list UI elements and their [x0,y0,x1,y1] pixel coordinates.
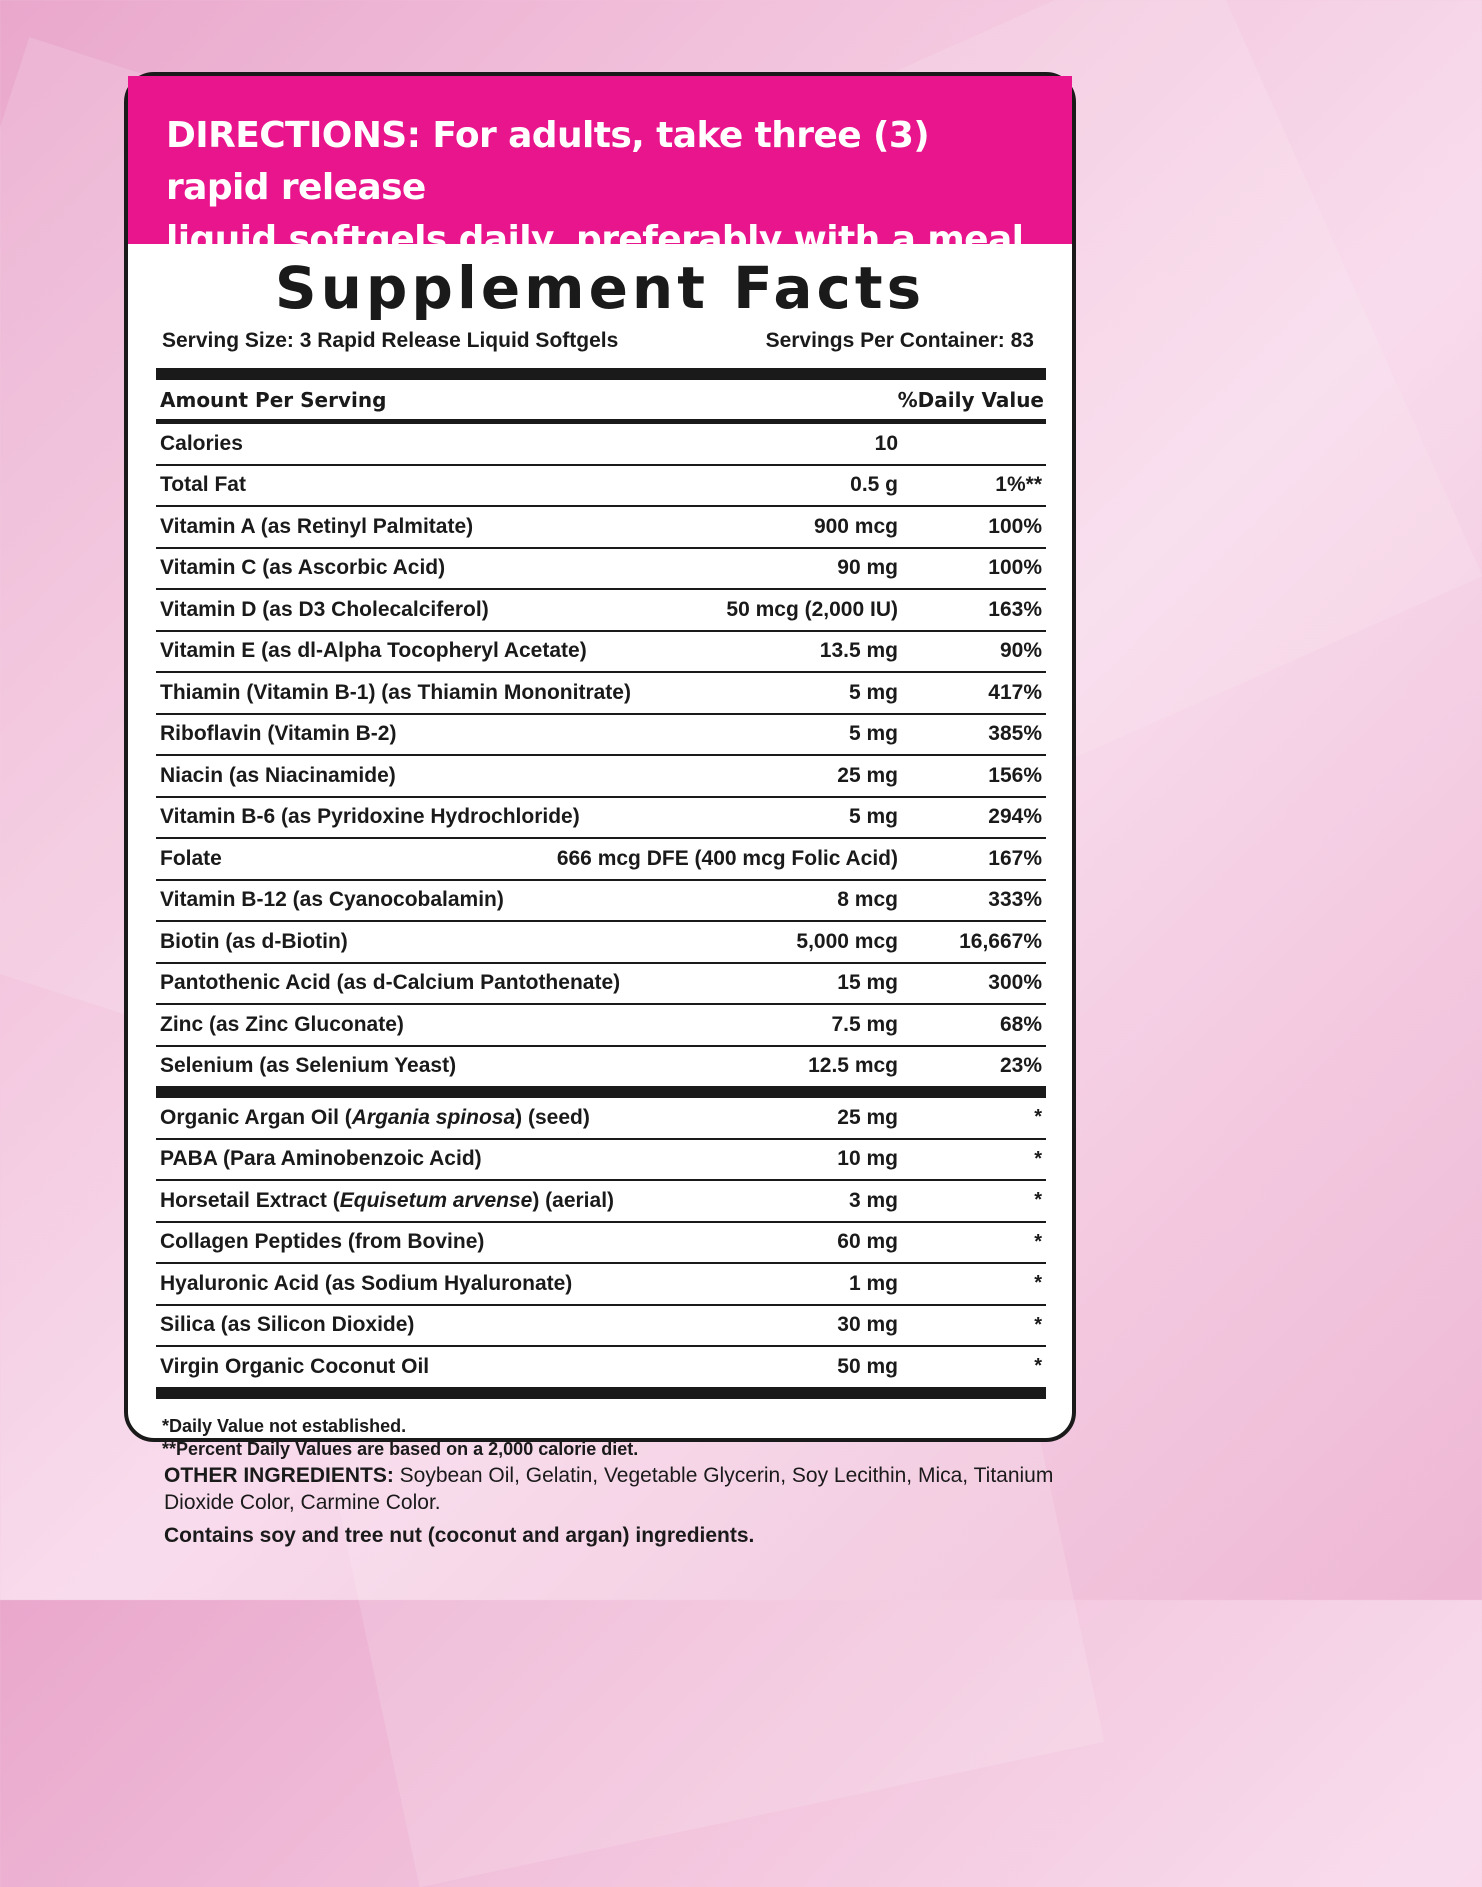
nutrient-name: Total Fat [160,473,246,497]
other-nutrient-name [160,1189,658,1213]
other-nutrient-daily-value: * [1034,1189,1042,1212]
nutrient-row [156,756,1046,798]
name-part: ) (aerial) [532,1188,615,1212]
other-nutrient-amount: 10 mg [837,1147,898,1171]
facts-table [156,368,1046,1399]
latin-name: Equisetum arvense [339,1188,533,1212]
other-nutrient-row [156,1181,1046,1223]
other-nutrient-daily-value: * [1034,1272,1042,1295]
other-nutrient-daily-value: * [1034,1230,1042,1253]
serving-size: Serving Size: 3 Rapid Release Liquid Softgels [162,329,619,352]
other-nutrient-row [156,1264,1046,1306]
nutrient-daily-value: 68% [999,1012,1042,1036]
nutrient-daily-value: 163% [988,597,1042,621]
nutrient-name: Thiamin (Vitamin B-1) (as Thiamin Mononitrate) [160,680,631,704]
name-part: Organic Argan Oil ( [160,1105,352,1129]
other-ingredients-text [164,1462,1064,1516]
other-nutrient-name [160,1313,658,1337]
nutrient-row [156,590,1046,632]
footnote: **Percent Daily Values are based on a 2,000 calorie diet. [162,1438,639,1459]
name-part: Virgin Organic Coconut Oil [160,1354,430,1378]
nutrient-daily-value: 100% [988,514,1042,538]
footnotes [128,1399,1072,1461]
nutrient-row [156,673,1046,715]
nutrient-row [156,1005,1046,1047]
other-ingredients-label: OTHER INGREDIENTS: [164,1464,394,1487]
nutrient-daily-value: 23% [999,1054,1042,1078]
divider-thick [156,1387,1046,1399]
supplement-facts-panel [124,72,1076,1459]
nutrient-row [156,466,1046,508]
nutrient-daily-value: 333% [988,888,1042,912]
nutrient-amount: 15 mg [837,971,898,995]
nutrient-daily-value: 294% [988,805,1042,829]
amount-header: Amount Per Serving [160,387,387,412]
other-nutrient-amount: 3 mg [848,1188,898,1212]
nutrient-amount: 5 mg [848,722,898,746]
other-nutrient-list [156,1098,1046,1387]
directions-line: liquid softgels daily, preferably with a meal. [166,219,1037,260]
nutrient-name: Zinc (as Zinc Gluconate) [160,1012,404,1036]
nutrient-name: Niacin (as Niacinamide) [160,763,396,787]
nutrient-amount: 10 [874,431,898,455]
other-nutrient-daily-value: * [1034,1313,1042,1336]
nutrient-daily-value: 100% [988,556,1042,580]
directions-banner [128,76,1072,260]
other-nutrient-amount: 50 mg [837,1354,898,1378]
other-nutrient-name [160,1147,658,1171]
nutrient-amount: 0.5 g [850,473,898,497]
other-nutrient-name [160,1355,658,1379]
nutrient-name: Vitamin B-12 (as Cyanocobalamin) [160,888,504,912]
name-part: Horsetail Extract ( [160,1188,340,1212]
nutrient-row [156,798,1046,840]
nutrient-daily-value: 167% [988,846,1042,870]
divider-thick [156,368,1046,380]
nutrient-amount: 25 mg [837,763,898,787]
other-nutrient-name [160,1272,658,1296]
nutrient-amount: 5 mg [848,680,898,704]
directions-line: DIRECTIONS: For adults, take three (3) rapid release [166,115,930,208]
other-nutrient-name [160,1230,658,1254]
table-header [156,380,1046,419]
nutrient-daily-value: 16,667% [959,929,1042,953]
nutrient-amount: 12.5 mcg [808,1054,898,1078]
nutrient-daily-value: 300% [988,971,1042,995]
nutrient-amount: 8 mcg [837,888,898,912]
nutrient-row [156,922,1046,964]
nutrient-name: Vitamin E (as dl-Alpha Tocopheryl Acetate) [160,639,587,663]
name-part: Hyaluronic Acid (as Sodium Hyaluronate) [160,1271,573,1295]
nutrient-name: Vitamin D (as D3 Cholecalciferol) [160,597,489,621]
other-nutrient-amount: 30 mg [837,1313,898,1337]
nutrient-name: Vitamin C (as Ascorbic Acid) [160,556,446,580]
footnote: *Daily Value not established. [162,1415,407,1436]
nutrient-row [156,549,1046,591]
other-nutrient-row [156,1347,1046,1387]
other-nutrient-name [160,1106,658,1130]
latin-name: Argania spinosa [351,1105,516,1129]
other-ingredients-list: Soybean Oil, Gelatin, Vegetable Glycerin, Soy Lecithin, Mica, Titanium Dioxide Color, Carmine Color. [164,1464,1054,1514]
nutrient-row [156,1047,1046,1087]
nutrient-daily-value: 156% [988,763,1042,787]
other-nutrient-row [156,1223,1046,1265]
nutrient-amount: 50 mcg (2,000 IU) [726,597,898,621]
nutrient-daily-value: 1%** [995,473,1042,497]
nutrient-row [156,839,1046,881]
nutrient-daily-value: 90% [999,639,1042,663]
nutrient-name: Folate [160,846,222,870]
other-nutrient-daily-value: * [1034,1106,1042,1129]
nutrient-row [156,964,1046,1006]
nutrient-name: Selenium (as Selenium Yeast) [160,1054,457,1078]
daily-value-header: %Daily Value [897,387,1044,412]
other-nutrient-amount: 25 mg [837,1105,898,1129]
nutrient-daily-value: 385% [988,722,1042,746]
nutrient-list [156,424,1046,1086]
nutrient-amount: 5,000 mcg [796,929,898,953]
facts-title: Supplement Facts [274,254,926,322]
other-nutrient-amount: 60 mg [837,1230,898,1254]
serving-info [128,324,1072,358]
name-part: Silica (as Silicon Dioxide) [160,1313,415,1337]
name-part: ) (seed) [515,1105,590,1129]
nutrient-row [156,507,1046,549]
nutrient-amount: 7.5 mg [831,1012,898,1036]
nutrient-amount: 900 mcg [813,514,898,538]
nutrient-name: Riboflavin (Vitamin B-2) [160,722,397,746]
nutrient-daily-value: 417% [988,680,1042,704]
other-nutrient-daily-value: * [1034,1355,1042,1378]
other-nutrient-row [156,1140,1046,1182]
other-nutrient-amount: 1 mg [848,1271,898,1295]
name-part: Collagen Peptides (from Bovine) [160,1230,485,1254]
other-nutrient-daily-value: * [1034,1147,1042,1170]
divider-thick [156,1086,1046,1098]
nutrient-name: Biotin (as d-Biotin) [160,929,348,953]
nutrient-name: Vitamin A (as Retinyl Palmitate) [160,514,474,538]
nutrient-amount: 666 mcg DFE (400 mcg Folic Acid) [556,846,898,870]
other-nutrient-row [156,1306,1046,1348]
nutrient-row [156,881,1046,923]
nutrient-name: Vitamin B-6 (as Pyridoxine Hydrochloride) [160,805,580,829]
other-nutrient-row [156,1098,1046,1140]
nutrient-row [156,424,1046,466]
allergen-statement: Contains soy and tree nut (coconut and argan) ingredients. [164,1524,755,1547]
name-part: PABA (Para Aminobenzoic Acid) [160,1147,482,1171]
other-ingredients [164,1462,1064,1549]
nutrient-amount: 90 mg [837,556,898,580]
nutrient-row [156,715,1046,757]
servings-per-container: Servings Per Container: 83 [765,329,1034,352]
nutrient-amount: 5 mg [848,805,898,829]
nutrient-amount: 13.5 mg [819,639,898,663]
nutrient-name: Pantothenic Acid (as d-Calcium Pantothenate) [160,971,621,995]
nutrient-row [156,632,1046,674]
nutrient-name: Calories [160,431,243,455]
